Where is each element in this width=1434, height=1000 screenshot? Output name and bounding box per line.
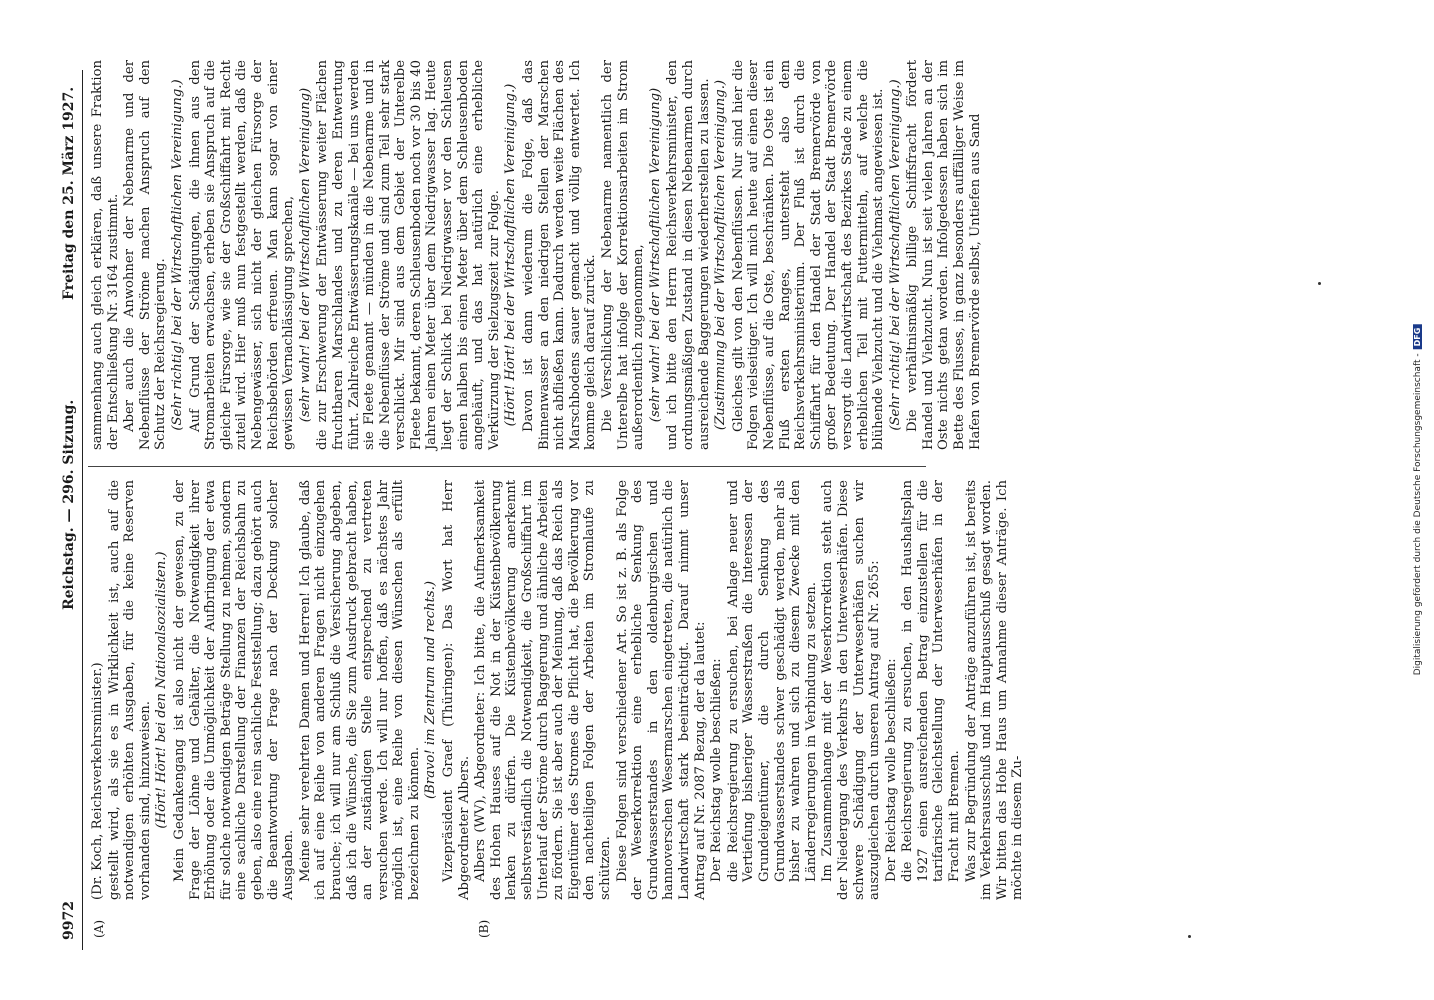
paragraph: Meine sehr verehrten Damen und Herren! Ich glaube, daß ich auf eine Reihe von anderen Fragen nicht einzugehen brauche; ich will nur am Schluß die Versicherung abgeben, daß ich die Wünsche, die Sie zum Ausdruck gebracht haben, an der zuständigen Stelle entsprechend zu vertreten versuchen werde. Ich will nur hoffen, daß es nächstes Jahr möglich ist, eine Reihe von diesen Wünschen als erfüllt bezeichnen zu können. xyxy=(297,480,422,900)
paragraph: Im Zusammenhange mit der Weserkorrektion steht auch der Niedergang des Verkehrs in den Unterweserhäfen. Diese schwere Schädigung der Unterweserhäfen suchen wir auszugleichen durch unseren Antrag auf Nr. 2655: xyxy=(820,480,883,900)
paragraph: Davon ist dann wiederum die Folge, daß das Binnenwasser an den niedrigen Stellen der Marschen nicht abfließen kann. Dadurch werden weite Flächen des Marschbodens sauer gemacht und völlig entwertet. Ich komme gleich darauf zurück. xyxy=(521,60,599,450)
interjection: (Sehr richtig! bei der Wirtschaftlichen Vereinigung.) xyxy=(887,79,903,431)
paragraph: die Reichsregierung zu ersuchen, bei Anlage neuer und Vertiefung bisheriger Wasserstraßen die Interessen der Grundeigentümer, die durch Senkung des Grundwasserstandes schwer geschädigt werden, mehr als bisher zu wahren und sich zu diesem Zwecke mit den Länderregierungen in Verbindung zu setzen. xyxy=(725,480,819,882)
paragraph: Der Reichstag wolle beschließen: xyxy=(883,658,899,882)
interjection: (sehr wahr! bei der Wirtschaftlichen Vereinigung) xyxy=(297,87,313,423)
page-header xyxy=(60,70,83,950)
paragraph: Der Reichstag wolle beschließen: xyxy=(709,658,725,882)
paragraph: die zur Erschwerung der Entwässerung weiter Flächen fruchtbaren Marschlandes und zu deren Entwertung führt. Zahlreiche Entwässerungskanäle — bei uns werden sie Fleete genannt — münden in die Nebenarme und in die Nebenflüsse der Ströme und sind zum Teil sehr stark verschlickt. Mir sind aus dem Gebiet der Unterelbe Fleete bekannt, deren Schleusenboden noch vor 30 bis 40 Jahren einen Meter über dem Niedrigwasser lag. Heute liegt der Schlick bei Niedrigwasser vor den Schleusen einen halben bis einen Meter über dem Schleusenboden angehäuft, und das hat natürlich eine erhebliche Verkürzung der Sielzugszeit zur Folge. xyxy=(315,60,502,450)
digitization-footer xyxy=(1413,325,1423,676)
paragraph: Vizepräsident Graef (Thüringen): Das Wort hat Herr Abgeordneter Albers. xyxy=(441,480,472,900)
paragraph: Albers (WV), Abgeordneter: Ich bitte, die Aufmerksamkeit des Hohen Hauses auf die Not in der Küstenbevölkerung lenken zu dürfen. Die Küstenbevölkerung anerkennt selbstverständlich die Notwendigkeit, die Großschiffahrt im Unterlauf der Ströme durch Baggerung und ähnliche Arbeiten zu fördern. Sie ist aber auch der Meinung, daß das Reich als Eigentümer des Stromes die Pflicht hat, die Bevölkerung vor den nachteiligen Folgen der Arbeiten im Stromlaufe zu schützen. xyxy=(473,480,613,900)
interjection: (sehr wahr! bei der Wirtschaftlichen Vereinigung) xyxy=(647,87,663,423)
rotated-page-content xyxy=(60,60,1325,950)
paragraph: Gleiches gilt von den Nebenflüssen. Nur sind hier die Folgen vielseitiger. Ich will mich heute auf einen dieser Nebenflüsse, auf die Oste, beschränken. Die Oste ist ein Fluß ersten Ranges, untersteht also dem Reichsverkehrsministerium. Der Fluß ist durch die Schiffahrt für den Handel der Stadt Bremervörde von großer Bedeutung. Der Handel der Stadt Bremervörde versorgt die Landwirtschaft des Bezirkes Stade zu einem erheblichen Teil mit Futtermitteln, auf welche die blühende Viehzucht und die Viehmast angewiesen ist. xyxy=(730,60,887,450)
paragraph: Die verhältnismäßig billige Schiffsfracht fördert Handel und Viehzucht. Nun ist seit vielen Jahren an der Oste nichts getan worden. Infolgedessen haben sich im Bette des Flusses, in ganz besonders auffälliger Weise im Hafen von Bremervörde selbst, Untiefen aus Sand xyxy=(905,60,983,450)
paragraph: (Dr. Koch, Reichsverkehrsminister.) xyxy=(90,662,105,900)
page-number: 9972 xyxy=(61,901,77,940)
interjection: (Hört! Hört! bei den Nationalsozialisten.) xyxy=(154,551,170,829)
session-title: Reichstag. — 296. Sitzung. xyxy=(61,399,77,610)
paragraph: Aber auch die Anwohner der Nebenarme und der Nebenflüsse der Ströme machen Anspruch auf den Schutz der Reichsregierung. xyxy=(122,60,169,450)
interjection: (Bravo! im Zentrum und rechts.) xyxy=(423,580,439,800)
paragraph: Die Verschlickung der Nebenarme namentlich der Unterelbe hat infolge der Korrektionsarbeiten im Strom außerordentlich zugenommen, xyxy=(600,60,647,450)
footer-text: Digitalisierung gefördert durch die Deutsche Forschungsgemeinschaft - xyxy=(1413,353,1423,676)
paragraph: Diese Folgen sind verschiedener Art. So ist z. B. als Folge der Weserkorrektion eine erhebliche Senkung des Grundwasserstandes in den oldenburgischen und hannoverschen Wesermarschen eingetreten, die natürlich die Landwirtschaft stark beeinträchtigt. Darauf nimmt unser Antrag auf Nr. 2087 Bezug, der da lautet: xyxy=(614,480,708,900)
paragraph: Was zur Begründung der Anträge anzuführen ist, ist bereits im Verkehrsausschuß und im Hauptausschuß gesagt worden. Wir bitten das Hohe Haus um Annahme dieser Anträge. Ich möchte in diesem Zu- xyxy=(963,480,1026,900)
scan-speck xyxy=(1188,935,1191,938)
scan-speck xyxy=(1318,282,1321,285)
paragraph: Mein Gedankengang ist also nicht der gewesen, zu der Frage der Löhne und Gehälter, die Notwendigkeit ihrer Erhöhung oder die Unmöglichkeit der Aufbringung der etwa für solche notwendigen Beträge Stellung zu nehmen, sondern eine sachliche Darstellung der Finanzen der Reichsbahn zu geben, also eine rein sachliche Feststellung; dazu gehört auch die Beantwortung der Frage nach der Deckung solcher Ausgaben. xyxy=(171,480,297,900)
paragraph: und ich bitte den Herrn Reichsverkehrsminister, den ordnungsmäßigen Zustand in diesen Nebenarmen durch ausreichende Baggerungen wiederherstellen zu lassen. xyxy=(665,60,712,450)
paragraph: gestellt wird, als sie es in Wirklichkeit ist, auch auf die notwendigen erhöhten Ausgaben, für die keine Reserven vorhanden sind, hinzuweisen. xyxy=(106,480,153,900)
session-date: Freitag den 25. März 1927. xyxy=(61,86,77,300)
column-divider xyxy=(88,466,926,467)
left-text-column xyxy=(90,480,1026,900)
paragraph: sammenhang auch gleich erklären, daß unsere Fraktion der Entschließung Nr. 3164 zustimmt. xyxy=(90,60,121,450)
interjection: (Sehr richtig! bei der Wirtschaftlichen Vereinigung.) xyxy=(169,79,185,431)
margin-mark-a: (A) xyxy=(92,919,106,938)
paragraph: Auf Grund der Schädigungen, die ihnen aus den Stromarbeiten erwachsen, erheben sie Anspruch auf die gleiche Fürsorge, wie sie der Großschiffahrt mit Recht zuteil wird. Hier muß nun festgestellt werden, daß die Nebengewässer, sich nicht der gleichen Fürsorge der Reichsbehörden erfreuen. Man kann sogar von einer gewissen Vernachlässigung sprechen, xyxy=(187,60,297,450)
interjection: (Hört! Hört! bei der Wirtschaftlichen Vereinigung.) xyxy=(503,83,519,427)
right-text-column xyxy=(90,60,983,450)
dfg-logo: DFG xyxy=(1413,325,1422,350)
margin-mark-b: (B) xyxy=(477,919,491,938)
paragraph: die Reichsregierung zu ersuchen, in den Haushaltsplan 1927 einen ausreichenden Betrag einzustellen für die tarifarische Gleichstellung der Unterweserhäfen in der Fracht mit Bremen. xyxy=(900,480,963,882)
interjection: (Zustimmung bei der Wirtschaftlichen Vereinigung.) xyxy=(713,79,729,431)
